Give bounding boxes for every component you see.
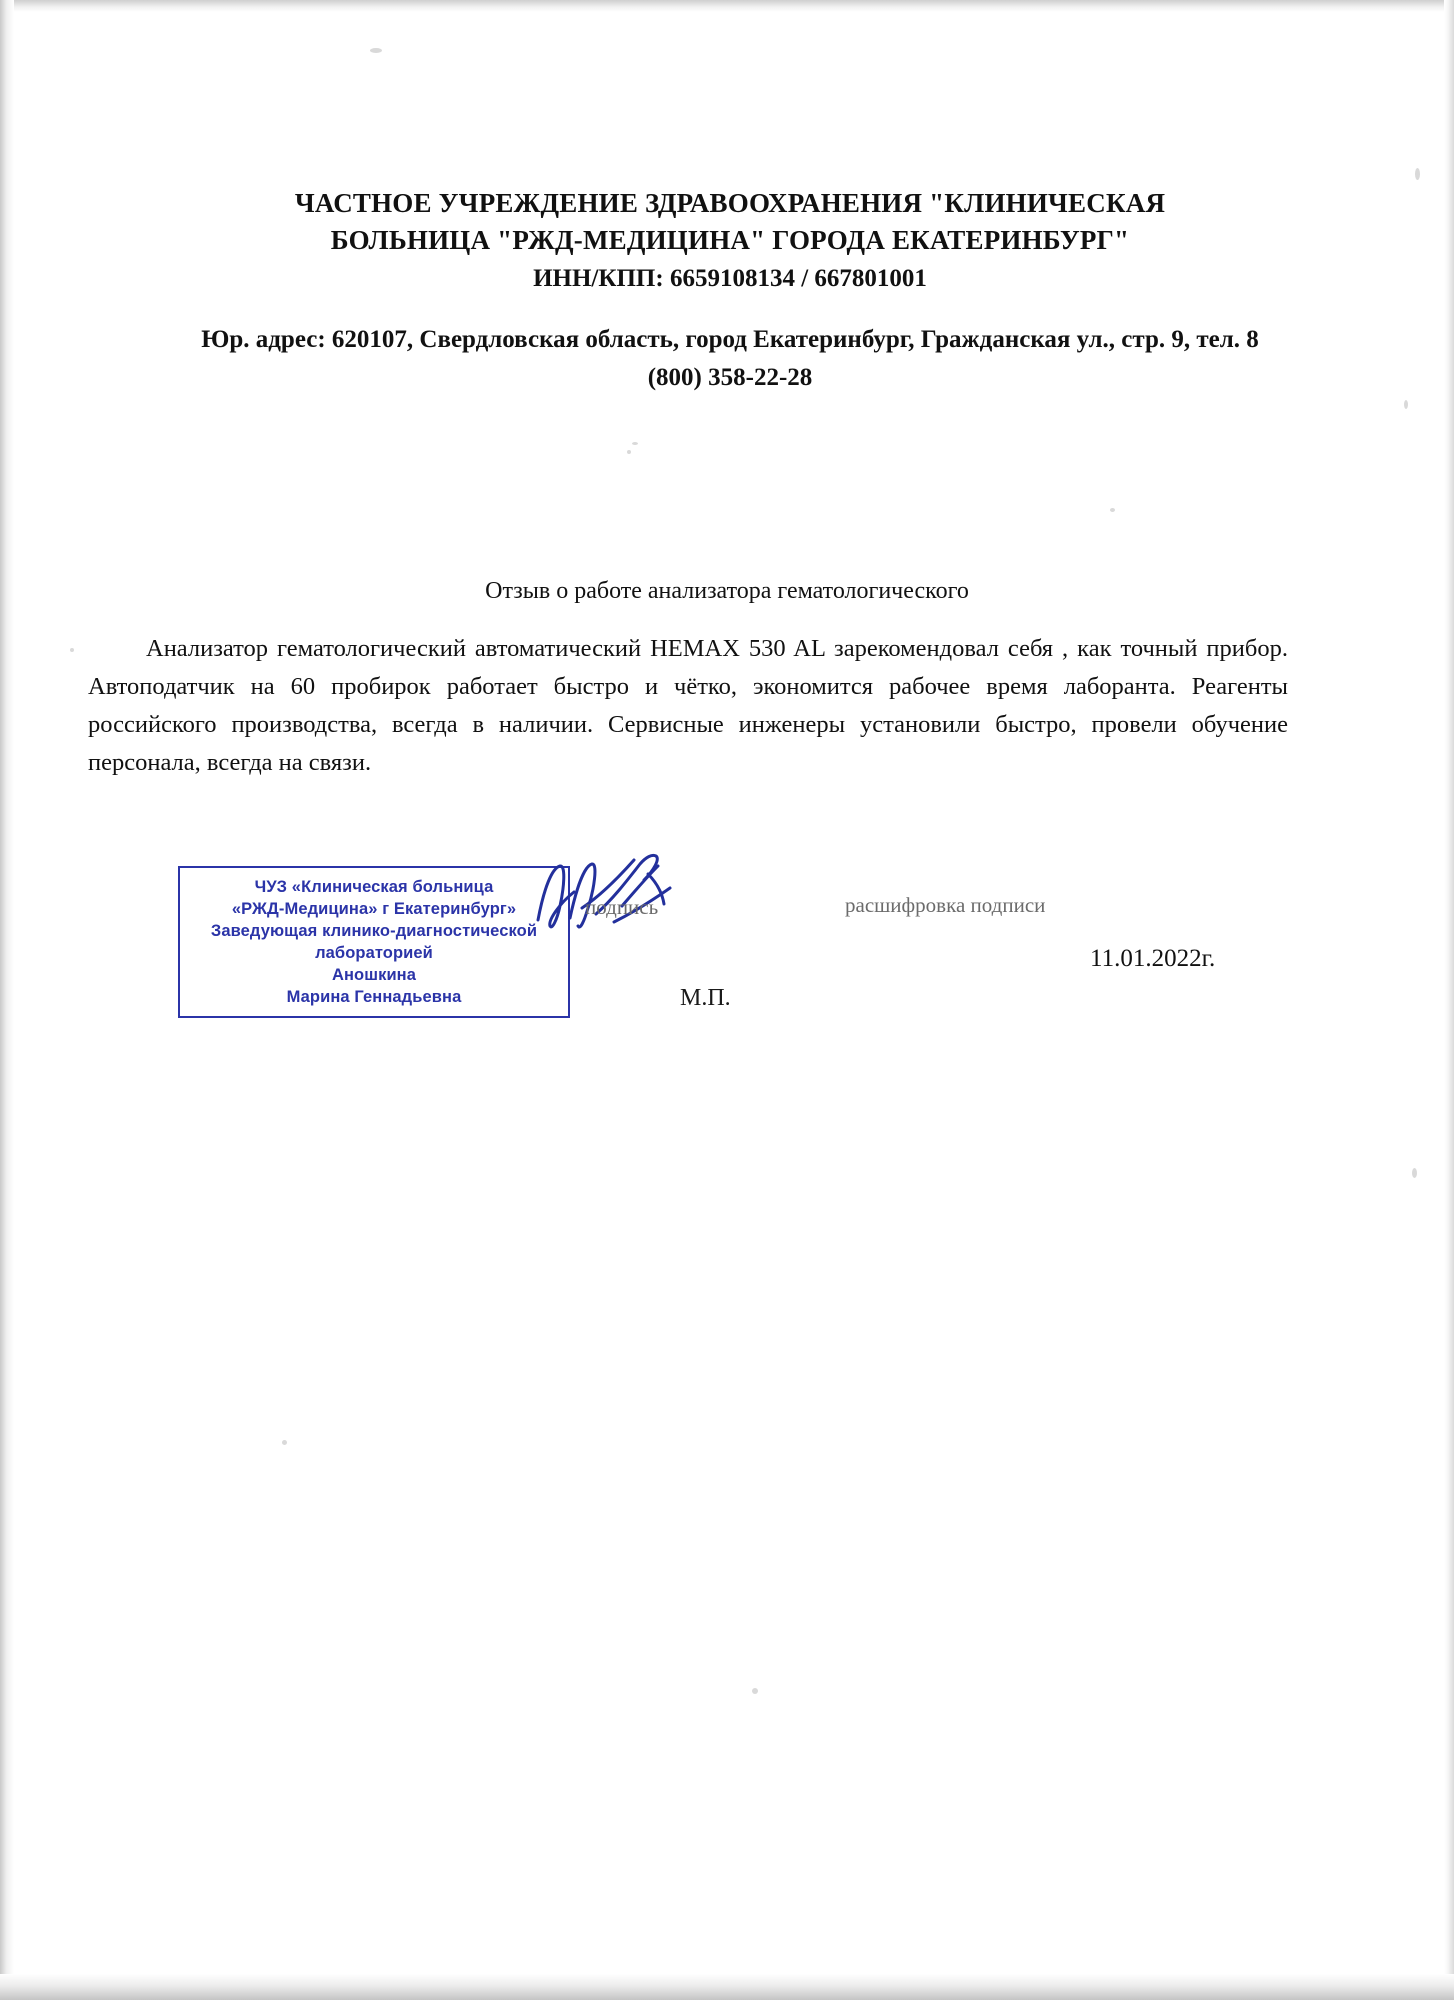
scan-speck	[1415, 168, 1420, 180]
body-text: Анализатор гематологический автоматический HEMAX 530 AL зарекомендовал себя , как точный прибор. Автоподатчик на 60 пробирок работает быстро и чётко, экономится рабочее время лаборанта. Реагенты российского производства, всегда в наличии. Сервисные инженеры установили быстро, провели обучение персонала, всегда на связи.	[88, 635, 1288, 776]
stamp-line-6: Марина Геннадьевна	[286, 988, 462, 1006]
stamp-line-2: «РЖД-Медицина» г Екатеринбург»	[231, 900, 517, 918]
document-body	[88, 630, 1288, 782]
organization-address: Юр. адрес: 620107, Свердловская область, город Екатеринбург, Гражданская ул., стр. 9, тел. 8 (800) 358-22-28	[201, 326, 1259, 391]
signature-decode-label: расшифровка подписи	[845, 893, 1046, 917]
scan-speck	[370, 48, 382, 53]
document-date: 11.01.2022г.	[1090, 945, 1216, 972]
letterhead	[150, 185, 1310, 397]
scan-speck	[1110, 508, 1115, 512]
stamp-line-4: лабораторией	[315, 944, 433, 962]
stamp-line-5: Аношкина	[331, 966, 417, 984]
document-subject: Отзыв о работе анализатора гематологического	[485, 578, 969, 604]
scan-speck	[627, 450, 631, 454]
scan-speck	[1412, 1168, 1417, 1178]
organization-title-line2: БОЛЬНИЦА "РЖД-МЕДИЦИНА" ГОРОДА ЕКАТЕРИНБУРГ"	[330, 225, 1130, 255]
organization-inn-kpp: ИНН/КПП: 6659108134 / 667801001	[533, 265, 927, 292]
scan-edge-bottom	[0, 1974, 1454, 2000]
scan-speck	[1404, 400, 1408, 409]
scan-speck	[282, 1440, 287, 1445]
stamp-line-1: ЧУЗ «Клиническая больница	[254, 878, 494, 896]
organization-title-line1: ЧАСТНОЕ УЧРЕЖДЕНИЕ ЗДРАВООХРАНЕНИЯ "КЛИНИЧЕСКАЯ	[294, 188, 1166, 218]
scan-edge-left	[0, 0, 14, 2000]
seal-place-label: М.П.	[680, 985, 731, 1011]
signature-label: подпись	[585, 895, 659, 919]
scan-edge-right	[1444, 0, 1454, 2000]
stamp-line-3: Заведующая клинико-диагностической	[210, 922, 538, 940]
scan-speck	[70, 648, 74, 652]
official-stamp	[178, 866, 570, 1018]
scan-speck	[632, 442, 638, 445]
scan-speck	[752, 1688, 758, 1694]
scan-edge-top	[0, 0, 1454, 12]
